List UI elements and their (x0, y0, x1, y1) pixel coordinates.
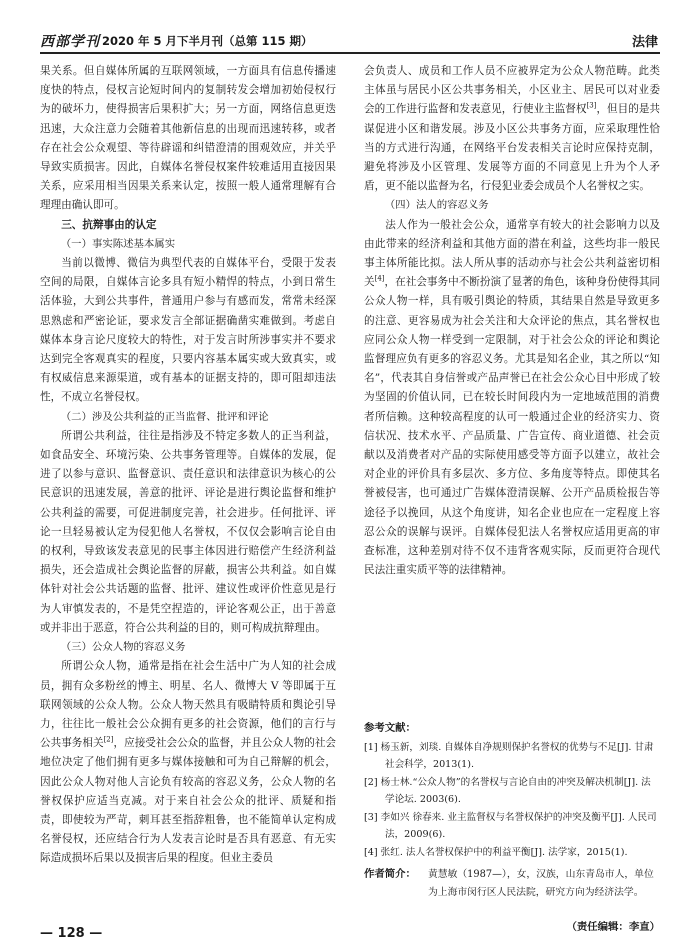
paragraph-text: ，应接受社会公众的监督，并且公众人物的社会地位决定了他们拥有更多与媒体接触和可为自己辩解的机会，因此公众人物对他人言论负有较高的容忍义务，公众人物的名誉权保护应适当克减。对于来自社会公众的批评、质疑和指责，即使较为严苛，刺耳甚至指辞粗鲁，也不能简单认定构成名誉侵权，还应结合行为人发表言论时是否具有恶意、有无实际造成损坏后果以及损害后果的程度。但业主委员 (40, 737, 337, 865)
reference-item: [4] 张红. 法人名誉权保护中的利益平衡[J]. 法学家，2015(1). (364, 846, 628, 858)
paragraph: 果关系。但自媒体所属的互联网领域，一方面具有信息传播速度快的特点，侵权言论短时间内的复制转发会增加初始侵权行为的破坏力，使得损害后果积扩大；另一方面，网络信息更迭迅速，大众注意力会随着其他新信息的出现而迅速转移，或者存在社会公众观望、等待辟谣和纠错澄清的围观效应，并关乎导致实质损害。因此，自媒体名誉侵权案件较难适用直接因果关系，应采用相当因果关系来认定，按照一般人通常理解有合理理由确认即可。 (40, 65, 336, 212)
reference-item: [1] 杨玉新，刘琰. 自媒体自净规则保护名誉权的优势与不足[J]. 甘肃社会科学，2013(1). (364, 741, 654, 770)
paragraph-text: 法人作为一般社会公众，通常享有较大的社会影响力以及由此带来的经济利益和其他方面的潜在利益，这些均非一般民事主体所能比拟。法人所从事的活动亦与社会公共利益密切相关 (364, 218, 660, 289)
reference-item: [3] 李如兴 徐春来. 业主监督权与名誉权保护的冲突及衡平[J]. 人民司法，2009(6). (364, 811, 657, 840)
citation-mark: [3] (586, 101, 597, 110)
responsible-editor: （责任编辑：李直） (566, 921, 660, 933)
paragraph (40, 657, 336, 868)
page-number: — 128 — (40, 926, 103, 941)
paragraph-text: 所谓公众人物，通常是指在社会生活中广为人知的社会成员，拥有众多粉丝的博主、明星、名人、微博大 V 等即属于互联网领域的公众人物。公众人物天然具有吸睛特质和舆论引导力，往往比一般社会公众拥有更多的社会资源，他们的言行与公共事务相关 (40, 660, 336, 750)
subsection-heading: （二）涉及公共利益的正当监督、批评和评论 (60, 410, 269, 423)
paragraph-text: 会负责人、成员和工作人员不应被界定为公众人物范畴。此类主体虽与居民小区公共事务相关，小区业主、居民可以对业委会的工作进行监督和发表意见，行使业主监督权 (364, 65, 660, 116)
citation-mark: [2] (103, 735, 114, 744)
journal-logo: 西部学刊 (40, 34, 100, 50)
paragraph (364, 216, 660, 581)
subsection-heading: （三）公众人物的容忍义务 (60, 641, 186, 654)
paragraph (364, 62, 660, 196)
issue-info: 2020 年 5 月下半月刊（总第 115 期） (102, 34, 313, 48)
paragraph-text: ，在社会事务中不断扮演了显著的角色，该种身份使得其同公众人物一样，具有吸引舆论的特质，其结果自然是导致更多的注意、更容易成为社会关注和大众评论的焦点，其名誉权也应同公众人物一样受到一定限制，对于社会公众的评论和舆论监督理应负有更多的容忍义务。尤其是知名企业，其之所以“知名”，代表其自身信誉或产品声誉已在社会公众心目中形成了较为坚固的价值认同，已在较长时间段内为一定地域范围的消费者所信赖。这种较高程度的认可一般通过企业的经济实力、资信状况、技术水平、产品质量、广告宣传、商业道德、社会贡献以及消费者对产品的实际使用感受等方面予以建立，故社会对企业的评价具有多层次、多方位、多角度等特点。即使其名誉被侵害，也可通过广告媒体澄清误解、公开产品质检报告等途径予以挽回，从这个角度讲，知名企业也应在一定程度上容忍公众的误解与误评。自媒体侵犯法人名誉权应适用更高的审查标准，这种差别对待不仅不违背客观实际，反而更符合现代民法注重实质平等的法律精神。 (364, 276, 661, 577)
references-title: 参考文献： (364, 722, 416, 734)
section-heading: 三、抗辩事由的认定 (61, 218, 157, 231)
paragraph: 所谓公共利益，往往是指涉及不特定多数人的正当利益，如食品安全、环境污染、公共事务管理等。自媒体的发展，促进了以参与意识、监督意识、责任意识和法律意识为核心的公民意识的迅速发展，善意的批评、评论是进行舆论监督和维护公共利益的需要，可促进制度完善，社会进步。任何批评、评论一旦轻易被认定为侵犯他人名誉权，不仅仅会影响言论自由的权利，导致该发表意见的民事主体因进行赔偿产生经济利益损失，还会造成社会舆论监督的屏蔽，损害公共利益。如自媒体针对社会公共话题的监督、批评、建议性或评价性意见是行为人审慎发表的，不是凭空捏造的，评论客观公正，出于善意或并非出于恶意，符合公共利益的目的，则可构成抗辩理由。 (40, 429, 336, 634)
right-column (364, 62, 660, 580)
page-header (40, 30, 660, 54)
paragraph: 当前以微博、微信为典型代表的自媒体平台，受限于发表空间的局限，自媒体言论多具有短小精悍的特点，小到日常生活体验，大到公共事件，普通用户参与有感而发，常常未经深思熟虑和严密论证，要求发言全部证据确凿实难做到。考虑自媒体本身言论尺度较大的特性，对于发言时所涉事实并不要求达到完全客观真实的程度，只要内容基本属实或大致真实，或有权威信息来源渠道，或有基本的证据支持的，即可阻却违法性，不成立名誉侵权。 (40, 257, 336, 404)
author-text: 黄慧敏（1987—），女，汉族，山东青岛市人，单位为上海市闵行区人民法院，研究方向为经济法学。 (428, 869, 654, 898)
reference-item: [2] 杨士林.“公众人物”的名誉权与言论自由的冲突及解决机制[J]. 法学论坛. 2003(6). (364, 776, 651, 805)
subsection-heading: （一）事实陈述基本属实 (60, 237, 176, 250)
paragraph-text: ，但目的是共谋促进小区和谐发展。涉及小区公共事务方面，应采取理性恰当的方式进行沟通，在网络平台发表相关言论时应保持克制，避免将涉及小区管理、发展等方面的不同意见上升为个人矛盾，更不能以监督为名，行侵犯业委会成员个人名誉权之实。 (364, 103, 661, 193)
subsection-heading: （四）法人的容忍义务 (384, 199, 489, 212)
citation-mark: [4] (374, 274, 385, 283)
references (364, 720, 660, 861)
author-bio (364, 866, 660, 901)
section-name: 法律 (631, 35, 658, 50)
author-label: 作者简介： (364, 868, 416, 880)
left-column (40, 62, 336, 869)
